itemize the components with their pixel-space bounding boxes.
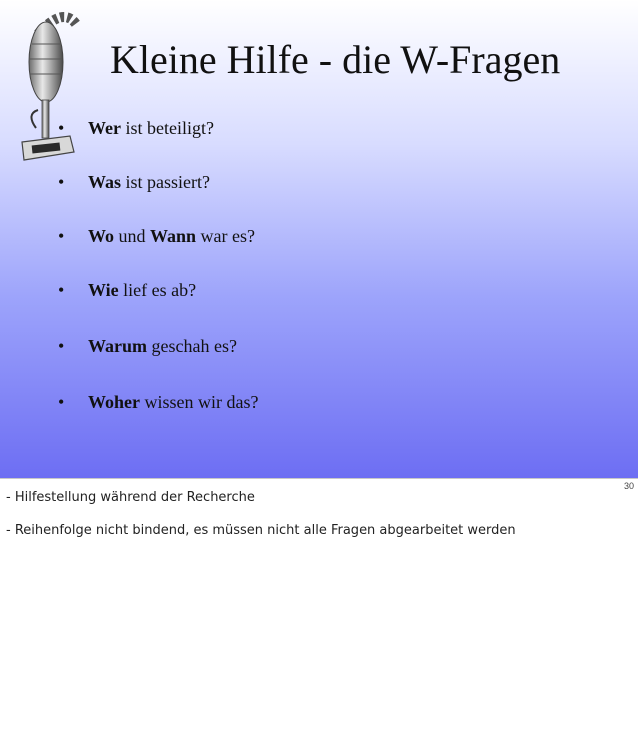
list-item: • Woher wissen wir das? [58,392,259,412]
list-item: • Wer ist beteiligt? [58,118,214,138]
speaker-note: - Hilfestellung während der Recherche [6,490,255,505]
bullet-icon: • [58,118,65,138]
bullet-icon: • [58,172,65,192]
bullet-icon: • [58,336,65,356]
bullet-icon: • [58,280,65,300]
list-item: • Wie lief es ab? [58,280,197,300]
slide-title: Kleine Hilfe - die W-Fragen [110,37,561,82]
slide-divider [0,478,638,479]
page-number: 30 [623,481,634,491]
bullet-icon: • [58,226,65,246]
bullet-icon: • [58,392,65,412]
list-item: • Wo und Wann war es? [58,226,256,246]
list-item: • Was ist passiert? [58,172,210,192]
speaker-note: - Reihenfolge nicht bindend, es müssen nicht alle Fragen abgearbeitet werden [6,523,516,538]
list-item: • Warum geschah es? [58,336,237,356]
